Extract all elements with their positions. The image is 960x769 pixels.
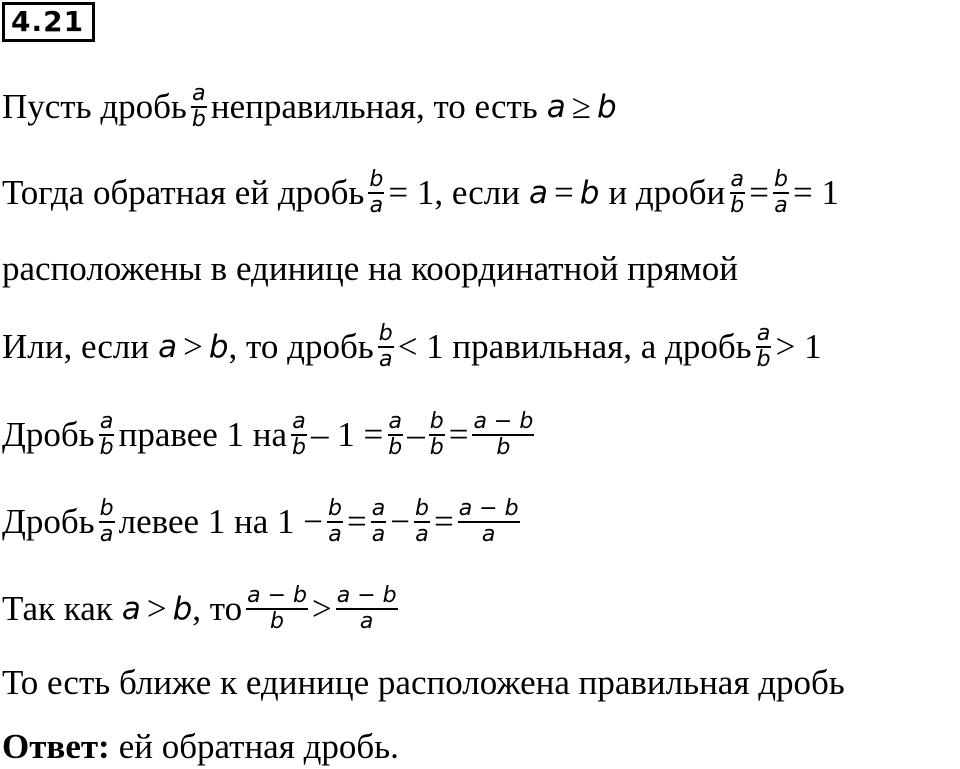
text: Так как <box>2 589 113 628</box>
minus-sign: – <box>407 415 425 454</box>
eq-sign: = <box>448 415 469 454</box>
fraction-a-minus-b-over-a: $\frac{a - b}{a}$ <box>336 583 397 634</box>
line-7 <box>2 584 402 634</box>
text: Пусть дробь <box>2 87 187 126</box>
fraction-a-over-b: $\frac{a}{b}$ <box>388 409 403 460</box>
gt-sign: > <box>311 589 332 628</box>
problem-number-box: 4.21 <box>2 2 95 42</box>
var-a: a <box>121 591 141 627</box>
line-3 <box>2 249 738 289</box>
fraction-a-over-b: $\frac{a}{b}$ <box>730 167 745 218</box>
fraction-a-minus-b-over-b: $\frac{a - b}{b}$ <box>473 409 534 460</box>
fraction-a-over-b: $\frac{a}{b}$ <box>191 81 206 132</box>
text: расположены в единице на координатной прямой <box>2 249 738 288</box>
eq-sign: = <box>433 502 454 541</box>
var-a: a <box>529 175 548 211</box>
fraction-b-over-a: $\frac{b}{a}$ <box>414 496 429 547</box>
text: правее 1 на <box>118 415 288 454</box>
fraction-b-over-a: $\frac{b}{a}$ <box>99 496 114 547</box>
answer-line <box>2 727 399 767</box>
text: Дробь <box>2 502 95 541</box>
var-a: a <box>158 329 178 365</box>
ge-sign: ≥ <box>571 87 591 126</box>
fraction-b-over-a: $\frac{b}{a}$ <box>328 496 342 547</box>
text: – 1 = <box>311 415 384 454</box>
text: , то <box>192 589 243 628</box>
text: Дробь <box>2 415 95 454</box>
fraction-b-over-a: $\frac{b}{a}$ <box>378 321 393 372</box>
var-b: b <box>579 175 600 211</box>
gt-sign: > <box>146 589 167 628</box>
fraction-a-over-a: $\frac{a}{a}$ <box>371 496 386 547</box>
text: > 1 <box>775 327 822 366</box>
fraction-b-over-a: $\frac{b}{a}$ <box>773 167 788 218</box>
line-5 <box>2 410 538 460</box>
text: и дроби <box>608 173 726 212</box>
fraction-b-over-b: $\frac{b}{b}$ <box>429 409 444 460</box>
text: = 1 <box>792 173 839 212</box>
text: левее 1 на 1 − <box>118 502 324 541</box>
var-a: a <box>546 89 566 125</box>
eq-sign: = <box>749 173 769 212</box>
answer-label: Ответ: <box>2 727 110 766</box>
line-8 <box>2 663 845 703</box>
fraction-b-over-a: $\frac{b}{a}$ <box>369 167 384 218</box>
fraction-a-over-b: $\frac{a}{b}$ <box>99 409 114 460</box>
text: То есть ближе к единице расположена правильная дробь <box>2 663 845 702</box>
gt-sign: > <box>183 327 203 366</box>
text: Тогда обратная ей дробь <box>2 173 365 212</box>
text: Или, если <box>2 327 150 366</box>
line-1 <box>2 82 617 132</box>
text: = 1, если <box>388 173 520 212</box>
var-b: b <box>172 591 193 627</box>
minus-sign: − <box>390 502 410 541</box>
answer-text: ей обратная дробь. <box>118 727 399 766</box>
eq-sign: = <box>554 173 574 212</box>
var-b: b <box>208 329 229 365</box>
fraction-a-over-b: $\frac{a}{b}$ <box>756 321 771 372</box>
fraction-a-minus-b-over-a: $\frac{a - b}{a}$ <box>458 496 519 547</box>
fraction-a-minus-b-over-b: $\frac{a - b}{b}$ <box>247 583 307 634</box>
var-b: b <box>596 89 617 125</box>
eq-sign: = <box>347 502 367 541</box>
line-4 <box>2 322 822 372</box>
text: неправильная, то есть <box>210 87 538 126</box>
line-2 <box>2 168 839 218</box>
line-6 <box>2 497 524 547</box>
text: < 1 правильная, а дробь <box>397 327 752 366</box>
text: , то дробь <box>228 327 374 366</box>
fraction-a-over-b: $\frac{a}{b}$ <box>292 409 307 460</box>
